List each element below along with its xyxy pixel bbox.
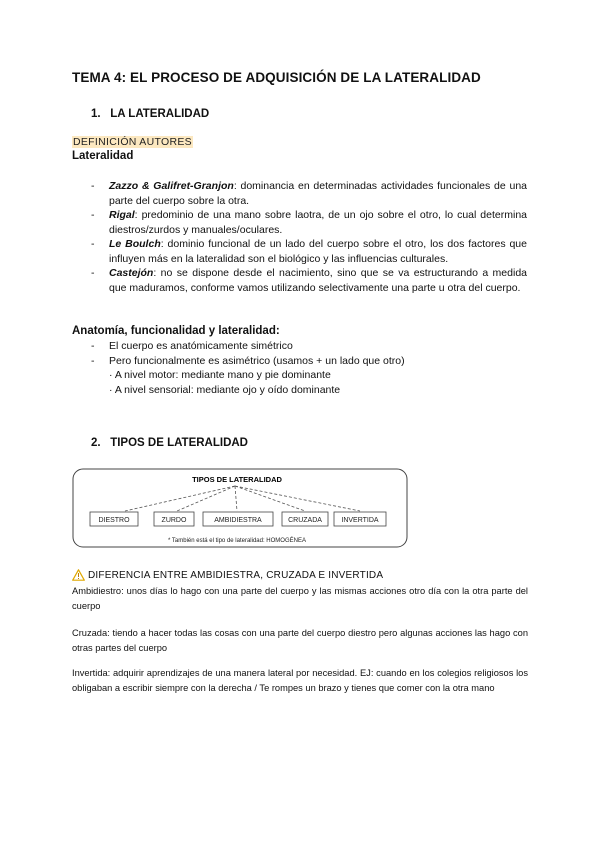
lateralidad-types-diagram [72,468,408,548]
section-2-number: 2. [91,437,101,449]
author-definition: : dominio funcional de un lado del cuerpo sobre el otro, los dos factores que influyen más en la lateralidad son el biológico y las influencias culturales. [109,238,527,265]
anatomia-list [91,339,521,397]
author-definition: : dominancia en determinadas actividades funcionales de una parte del cuerpo sobre la otra. [109,180,528,207]
section-1-heading [91,108,209,120]
author-item: - Rigal: predominio de una mano sobre laotra, de un ojo sobre el otro, lo cual determina diestros/zurdos y manuales/oculares. [91,209,527,236]
paragraph-ambidiestro: Ambidiestro: unos días lo hago con una parte del cuerpo y las mismas acciones otro día con la otra parte del cuerpo [72,586,528,611]
list-subitem: · A nivel sensorial: mediante ojo y oído dominante [109,383,341,396]
list-item: - Pero funcionalmente es asimétrico (usamos + un lado que otro) [91,354,405,367]
author-definition: : no se dispone desde el nacimiento, sino que se va estructurando a medida que maduramos, conforme vamos utilizando selectivamente una parte u otra del cuerpo. [109,267,527,294]
author-definition: : predominio de una mano sobre laotra, de un ojo sobre el otro, lo cual determina diestros/zurdos y manuales/oculares. [109,209,527,236]
author-name: Rigal [109,209,135,221]
diagram-box-label: AMBIDIESTRA [214,517,262,524]
list-subitem: · A nivel motor: mediante mano y pie dominante [109,369,331,381]
author-item: - Castejón: no se dispone desde el nacimiento, sino que se va estructurando a medida que maduramos, conforme vamos utilizando selectivamente una parte u otra del cuerpo. [91,267,527,294]
warning-text: DIFERENCIA ENTRE AMBIDIESTRA, CRUZADA E INVERTIDA [88,569,384,581]
paragraph-invertida: Invertida: adquirir aprendizajes de una manera lateral por necesidad. EJ: cuando en los colegios religiosos los obligaban a escribir siempre con la derecha / Te rompes un brazo y tienes que comer con la otra mano [72,668,528,693]
warning-triangle-icon [72,569,85,581]
author-name: Castejón [109,267,154,279]
section-1-number: 1. [91,108,101,120]
diagram-note: * También está el tipo de lateralidad: HOMOGÉNEA [168,538,306,544]
anatomia-heading: Anatomía, funcionalidad y lateralidad: [72,325,280,337]
section-2-heading [91,437,248,449]
warning-heading [72,569,383,581]
author-item: - Zazzo & Galifret-Granjon: dominancia en determinadas actividades funcionales de una parte del cuerpo sobre la otra. [91,180,528,207]
diagram-box-label: CRUZADA [288,517,322,524]
author-item: - Le Boulch: dominio funcional de un lado del cuerpo sobre el otro, los dos factores que influyen más en la lateralidad son el biológico y las influencias culturales. [91,238,527,265]
paragraph-cruzada: Cruzada: tiendo a hacer todas las cosas con una parte del cuerpo diestro pero algunas acciones las hago con otras partes del cuerpo [72,628,528,653]
diagram-title: TIPOS DE LATERALIDAD [192,475,282,484]
author-name: Zazzo & Galifret-Granjon [109,180,234,192]
diagram-box-label: INVERTIDA [341,517,379,524]
section-2-title: TIPOS DE LATERALIDAD [110,437,248,449]
authors-list [91,179,527,295]
list-item: - El cuerpo es anatómicamente simétrico [91,340,293,352]
highlighted-label: DEFINICIÓN AUTORES [73,136,192,148]
diagram-box-label: ZURDO [161,517,187,524]
section-1-title: LA LATERALIDAD [110,108,210,120]
page-title: TEMA 4: EL PROCESO DE ADQUISICIÓN DE LA LATERALIDAD [72,70,481,85]
author-name: Le Boulch [109,238,161,250]
diagram-box-label: DIESTRO [98,517,130,524]
lateralidad-label: Lateralidad [72,150,134,162]
